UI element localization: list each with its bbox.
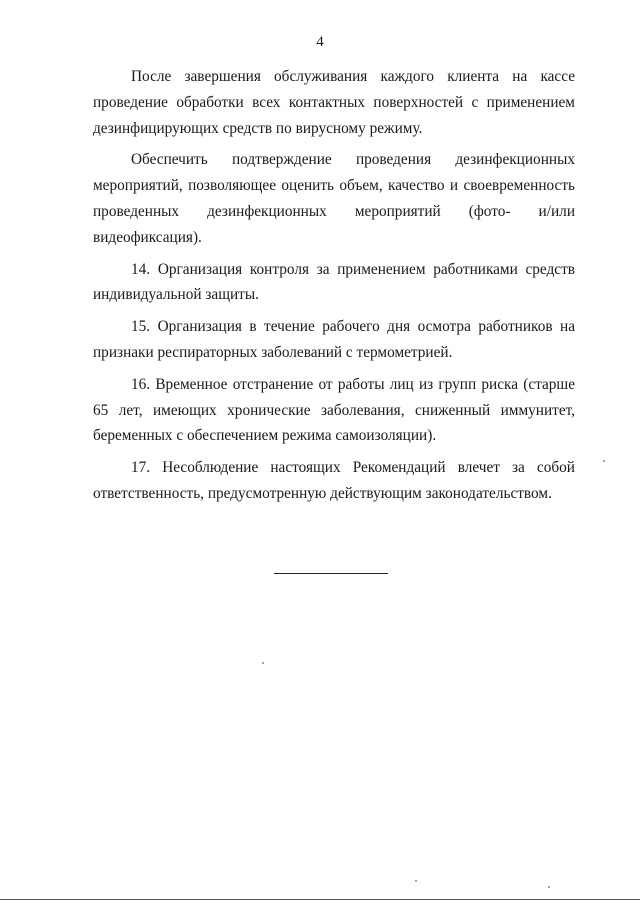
scan-speck: [415, 880, 417, 882]
paragraph-item-15: 15. Организация в течение рабочего дня осмотра работников на признаки респираторных заболеваний с термометрией.: [93, 318, 575, 361]
end-separator-line: [274, 573, 388, 574]
paragraph-item-17: 17. Несоблюдение настоящих Рекомендаций влечет за собой ответственность, предусмотренную действующим законодательством.: [93, 459, 575, 502]
paragraph-item-14: 14. Организация контроля за применением работниками средств индивидуальной защиты.: [93, 260, 575, 304]
paragraph-disinfection-cashdesk: После завершения обслуживания каждого клиента на кассе проведение обработки всех контактных поверхностей с применением дезинфицирующих средств по вирусному режиму.: [93, 68, 575, 137]
page-number: 4: [316, 34, 324, 50]
scan-speck: [548, 886, 550, 888]
document-body: [93, 64, 575, 509]
paragraph-disinfection-confirmation: Обеспечить подтверждение проведения дезинфекционных мероприятий, позволяющее оценить объем, качество и своевременность проведенных дезинфекционных мероприятий (фото- и/или видеофиксация).: [93, 151, 575, 246]
paragraph-item-16: 16. Временное отстранение от работы лиц из групп риска (старше 65 лет, имеющих хронические заболевания, сниженный иммунитет, беременных с обеспечением режима самоизоляции).: [93, 375, 575, 445]
scan-bottom-edge: [0, 899, 640, 900]
scan-speck: [262, 662, 264, 664]
scan-speck: [603, 460, 605, 462]
